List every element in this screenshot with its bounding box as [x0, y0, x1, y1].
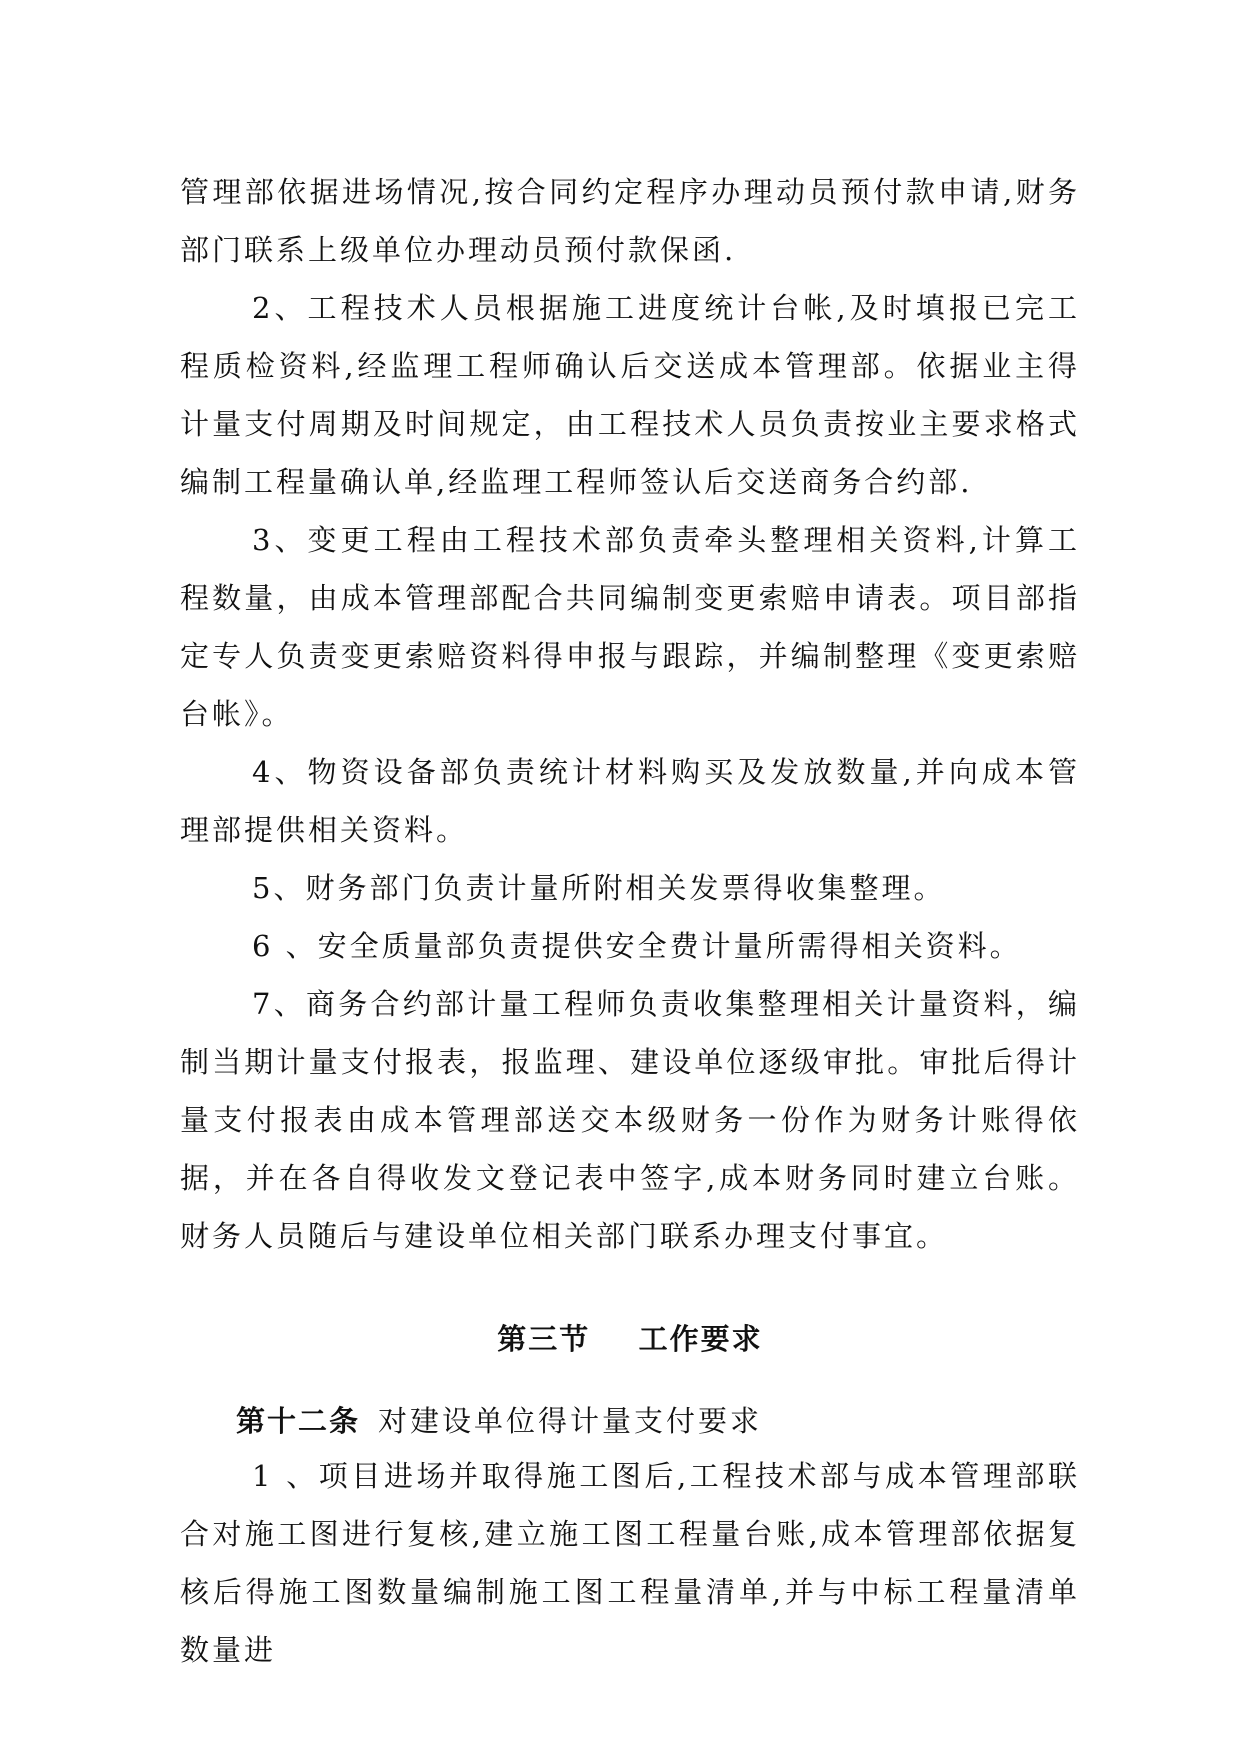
paragraph-continuation: 管理部依据进场情况,按合同约定程序办理动员预付款申请,财务部门联系上级单位办理动员预付款保函.: [180, 175, 1080, 267]
article-number: 第十二条: [236, 1404, 361, 1438]
paragraph-item-7: 7、商务合约部计量工程师负责收集整理相关计量资料，编制当期计量支付报表，报监理、建设单位逐级审批。审批后得计量支付报表由成本管理部送交本级财务一份作为财务计账得依据，并在各自得收发文登记表中签字,成本财务同时建立台账。财务人员随后与建设单位相关部门联系办理支付事宜。: [180, 987, 1080, 1253]
paragraph-item-3: 3、变更工程由工程技术部负责牵头整理相关资料,计算工程数量，由成本管理部配合共同编制变更索赔申请表。项目部指定专人负责变更索赔资料得申报与跟踪，并编制整理《变更索赔台帐》。: [180, 523, 1080, 731]
document-body: [180, 163, 1080, 1679]
paragraph-item-2: 2、工程技术人员根据施工进度统计台帐,及时填报已完工程质检资料,经监理工程师确认后交送成本管理部。依据业主得计量支付周期及时间规定，由工程技术人员负责按业主要求格式编制工程量确认单,经监理工程师签认后交送商务合约部.: [180, 291, 1080, 499]
paragraph-item-5: 5、财务部门负责计量所附相关发票得收集整理。: [252, 871, 946, 905]
section-title: 第三节 工作要求: [497, 1322, 763, 1356]
paragraph-item-6: 6 、安全质量部负责提供安全费计量所需得相关资料。: [252, 929, 1022, 963]
article-heading: [180, 1395, 1080, 1447]
paragraph-article-item-1: 1 、项目进场并取得施工图后,工程技术部与成本管理部联合对施工图进行复核,建立施工图工程量台账,成本管理部依据复核后得施工图数量编制施工图工程量清单,并与中标工程量清单数量进: [180, 1459, 1080, 1667]
paragraph-item-4: 4、物资设备部负责统计材料购买及发放数量,并向成本管理部提供相关资料。: [180, 755, 1080, 847]
article-title: 对建设单位得计量支付要求: [378, 1404, 763, 1438]
